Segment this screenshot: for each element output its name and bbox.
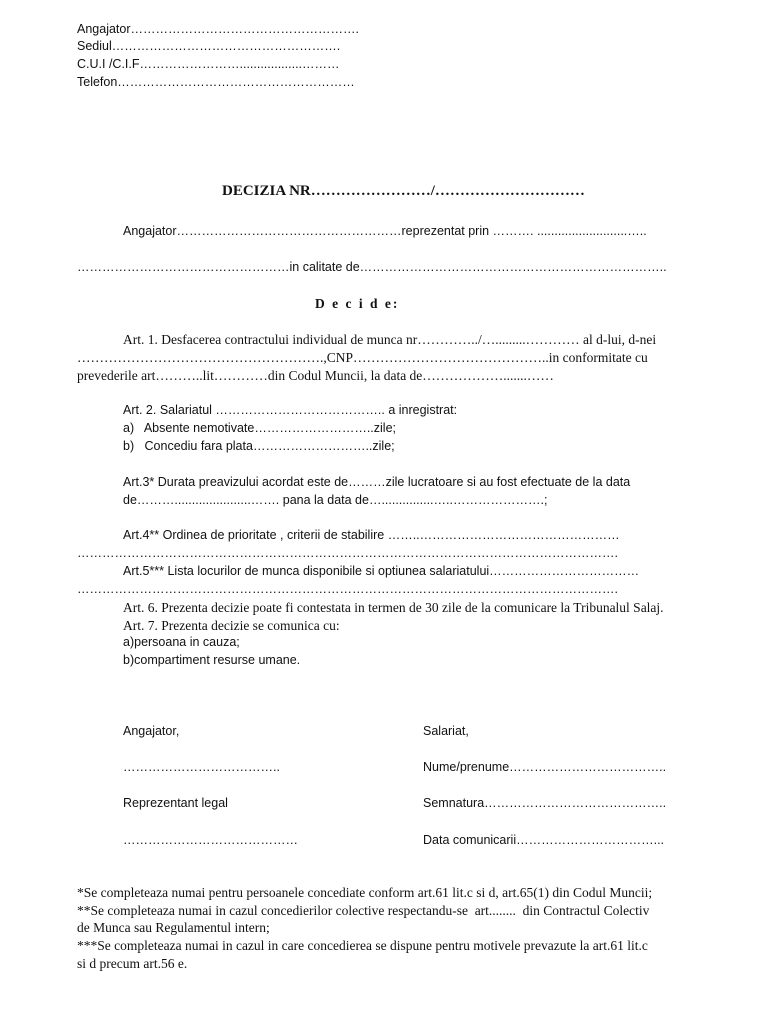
- art3-line-1: Art.3* Durata preavizului acordat este de………zile lucratoare si au fost efectuate de la data: [123, 475, 631, 489]
- art2-item-a: a) Absente nemotivate………………………..zile;: [123, 421, 397, 435]
- document-title: DECIZIA NR……………………/…………………………: [222, 183, 585, 199]
- employer-label: Angajator,: [123, 724, 180, 738]
- legal-representative-label: Reprezentant legal: [123, 796, 228, 810]
- header-sediul: Sediul……………………………………………….: [77, 39, 341, 53]
- art2-line-1: Art. 2. Salariatul ………………………………….. a inregistrat:: [123, 403, 458, 417]
- legal-representative-line: ……………………………………: [123, 833, 298, 847]
- art4-line-1: Art.4** Ordinea de prioritate , criterii de stabilire ……..…………………………………………: [123, 528, 620, 542]
- employee-name-field: Nume/prenume………………………………..: [423, 760, 667, 774]
- footnote-2-line-1: **Se completeaza numai in cazul concedierilor colective respectandu-se art........ din Contractul Colectiv: [77, 903, 650, 918]
- art5-line-2: ………………………………………………………………………………………………………………….: [77, 582, 618, 596]
- art7-item-a: a)persoana in cauza;: [123, 635, 240, 649]
- footnote-1: *Se completeaza numai pentru persoanele concediate conform art.61 lit.c si d, art.65(1) din Codul Muncii;: [77, 885, 653, 900]
- header-cui: C.U.I /C.I.F……………………..................………: [77, 57, 340, 71]
- employee-label: Salariat,: [423, 724, 469, 738]
- employee-signature-field: Semnatura……………………………………..: [423, 796, 667, 810]
- art3-line-2: de………......................……. pana la data de…...............…..………………….;: [123, 493, 548, 507]
- footnote-3-line-2: si d precum art.56 e.: [77, 956, 188, 971]
- art7-line-1: Art. 7. Prezenta decizie se comunica cu:: [123, 618, 340, 633]
- art4-line-2: ………………………………………………………………………………………………………………….: [77, 546, 618, 560]
- intro-line-1: Angajator………………………………………………reprezentat prin ………. ..........................…..: [123, 224, 647, 238]
- header-angajator: Angajator……………………………………………….: [77, 22, 359, 36]
- art1-line-3: prevederile art………..lit…………din Codul Muncii, la data de……………….......……: [77, 368, 554, 383]
- intro-line-2: ……………………………………………in calitate de………………………………………………………………..: [77, 260, 667, 274]
- employer-signature-line: ………………………………..: [123, 760, 280, 774]
- art2-item-b: b) Concediu fara plata………………………..zile;: [123, 439, 395, 453]
- art6-text: Art. 6. Prezenta decizie poate fi contestata in termen de 30 zile de la comunicare la Tribunalul Salaj.: [123, 600, 664, 615]
- footnote-2-line-2: de Munca sau Regulamentul intern;: [77, 920, 270, 935]
- header-telefon: Telefon…………………………………………………: [77, 75, 355, 89]
- art1-line-2: ……………………………………………….,CNP……………………………………..in conformitate cu: [77, 350, 648, 365]
- footnote-3-line-1: ***Se completeaza numai in cazul in care concedierea se dispune pentru motivele prevazute la art.61 lit.c: [77, 938, 648, 953]
- communication-date-field: Data comunicarii……………………………...: [423, 833, 665, 847]
- art7-item-b: b)compartiment resurse umane.: [123, 653, 301, 667]
- decide-heading: D e c i d e:: [315, 296, 400, 311]
- art1-line-1: Art. 1. Desfacerea contractului individual de munca nr…………../….........………… al d-lui, d-nei: [123, 332, 657, 347]
- art5-line-1: Art.5*** Lista locurilor de munca disponibile si optiunea salariatului………………………………: [123, 564, 640, 578]
